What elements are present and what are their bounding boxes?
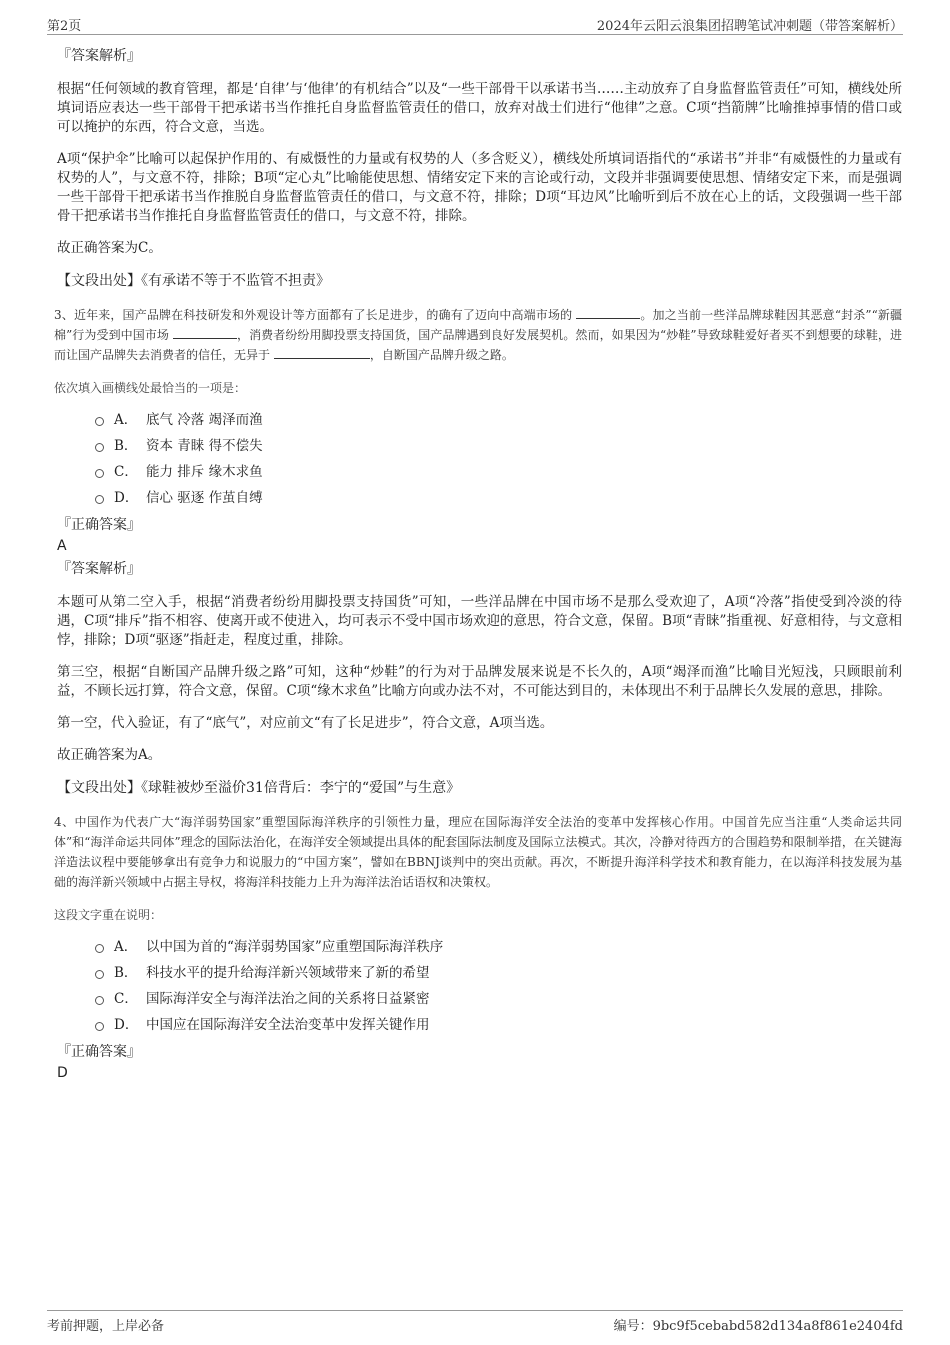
page-header xyxy=(47,12,903,35)
radio-icon[interactable] xyxy=(95,469,104,478)
analysis-label: 『答案解析』 xyxy=(57,561,141,577)
question-3-options xyxy=(95,411,902,507)
analysis-paragraph: 第三空，根据“自断国产品牌升级之路”可知，这种“炒鞋”的行为对于品牌发展来说是不长久的，A项“竭泽而渔”比喻目光短浅，只顾眼前利益，不顾长远打算，符合文意，保留。C项“缘木求鱼”比喻方向或办法不对，不可能达到目的，未体现出不利于品牌长久发展的意思，排除。 xyxy=(57,664,902,699)
option-c[interactable]: C． 国际海洋安全与海洋法治之间的关系将日益紧密 xyxy=(95,990,902,1008)
page-number: 第2页 xyxy=(47,19,82,34)
analysis-paragraph: 故正确答案为A。 xyxy=(57,747,162,763)
analysis-paragraph: 故正确答案为C。 xyxy=(57,240,162,256)
correct-answer: D xyxy=(57,1065,68,1081)
blank-line xyxy=(576,306,640,319)
document-id: 编号：9bc9f5cebabd582d134a8f861e2404fd xyxy=(613,1319,903,1334)
option-c[interactable]: C． 能力 排斥 缘木求鱼 xyxy=(95,463,902,481)
source-citation: 【文段出处】《有承诺不等于不监管不担责》 xyxy=(57,273,330,289)
radio-icon[interactable] xyxy=(95,443,104,452)
analysis-paragraph: 本题可从第二空入手，根据“消费者纷纷用脚投票支持国货”可知，一些洋品牌在中国市场不是那么受欢迎了，A项“冷落”指使受到冷淡的待遇，C项“排斥”指不相容、使离开或不使进入，均可表示不受中国市场欢迎的意思，符合文意，保留。B项“青睐”指重视、好意相待，与文意相悖，排除；D项“驱逐”指赶走，程度过重，排除。 xyxy=(57,594,902,648)
analysis-label: 『答案解析』 xyxy=(57,48,141,64)
option-a[interactable]: A． 底气 冷落 竭泽而渔 xyxy=(95,411,902,429)
source-citation: 【文段出处】《球鞋被炒至溢价31倍背后：李宁的“爱国”与生意》 xyxy=(57,780,461,796)
option-b[interactable]: B． 资本 青睐 得不偿失 xyxy=(95,437,902,455)
option-a[interactable]: A． 以中国为首的“海洋弱势国家”应重塑国际海洋秩序 xyxy=(95,938,902,956)
question-4-text: 4、中国作为代表广大“海洋弱势国家”重塑国际海洋秩序的引领性力量，理应在国际海洋安全法治的变革中发挥核心作用。中国首先应当注重“人类命运共同体”和“海洋命运共同体”理念的国际法治化，在海洋安全领域提出具体的配套国际法制度及国际立法模式。其次，冷静对待西方的合围趋势和限制举措，在关键海洋造法议程中要能够拿出有竞争力和说服力的“中国方案”，譬如在BBNJ谈判中的突出贡献。再次，不断提升海洋科学技术和教育能力，在以海洋科技发展为基础的海洋新兴领域中占据主导权，将海洋科技能力上升为海洋法治话语权和决策权。 xyxy=(54,815,902,889)
analysis-paragraph: A项“保护伞”比喻可以起保护作用的、有威慑性的力量或有权势的人（多含贬义），横线处所填词语指代的“承诺书”并非“有威慑性的力量或有权势的人”，与文意不符，排除；B项“定心丸”比喻能使思想、情绪安定下来的言论或行动，文段并非强调要使思想、情绪安定下来，而是强调一些干部骨干把承诺书当作推脱自身监督监管责任的借口，与文意不符，排除；D项“耳边风”比喻听到后不放在心上的话，文段强调一些干部骨干把承诺书当作推托自身监督监管责任的借口，与文意不符，排除。 xyxy=(57,151,902,224)
radio-icon[interactable] xyxy=(95,495,104,504)
option-b[interactable]: B． 科技水平的提升给海洋新兴领域带来了新的希望 xyxy=(95,964,902,982)
question-3-text: 3、近年来，国产品牌在科技研发和外观设计等方面都有了长足进步，的确有了迈向中高端市场的 。加之当前一些洋品牌球鞋因其恶意“封杀”“新疆棉”行为受到中国市场 ，消费者纷纷用脚投票支持国货，国产品牌遇到良好发展契机。然而，如果因为“炒鞋”导致球鞋爱好者买不到想要的球鞋，进而让国产品牌失去消费者的信任，无异于 ，自断国产品牌升级之路。 xyxy=(54,308,903,362)
page-content xyxy=(54,46,903,1086)
radio-icon[interactable] xyxy=(95,417,104,426)
question-4-options xyxy=(95,938,902,1034)
document-title: 2024年云阳云浪集团招聘笔试冲刺题（带答案解析） xyxy=(596,19,903,34)
analysis-paragraph: 根据“任何领域的教育管理，都是‘自律’与‘他律’的有机结合”以及“一些干部骨干以承诺书当……主动放弃了自身监督监管责任”可知，横线处所填词语应表达一些干部骨干把承诺书当作推托自身监督监管责任的借口，放弃对战士们进行“他律”之意。C项“挡箭牌”比喻推掉事情的借口或可以掩护的东西，符合文意，当选。 xyxy=(57,81,902,135)
option-d[interactable]: D． 信心 驱逐 作茧自缚 xyxy=(95,489,902,507)
question-4-prompt: 这段文字重在说明： xyxy=(54,908,163,922)
analysis-paragraph: 第一空，代入验证，有了“底气”，对应前文“有了长足进步”，符合文意，A项当选。 xyxy=(57,715,554,731)
radio-icon[interactable] xyxy=(95,996,104,1005)
correct-answer-label: 『正确答案』 xyxy=(57,1044,141,1060)
option-d[interactable]: D． 中国应在国际海洋安全法治变革中发挥关键作用 xyxy=(95,1016,902,1034)
question-3-prompt: 依次填入画横线处最恰当的一项是： xyxy=(54,381,247,395)
radio-icon[interactable] xyxy=(95,970,104,979)
footer-slogan: 考前押题，上岸必备 xyxy=(47,1319,165,1334)
radio-icon[interactable] xyxy=(95,1022,104,1031)
blank-line xyxy=(173,326,237,339)
correct-answer-label: 『正确答案』 xyxy=(57,517,141,533)
correct-answer: A xyxy=(57,538,67,554)
page-footer xyxy=(47,1310,903,1333)
blank-line xyxy=(274,346,370,359)
radio-icon[interactable] xyxy=(95,944,104,953)
